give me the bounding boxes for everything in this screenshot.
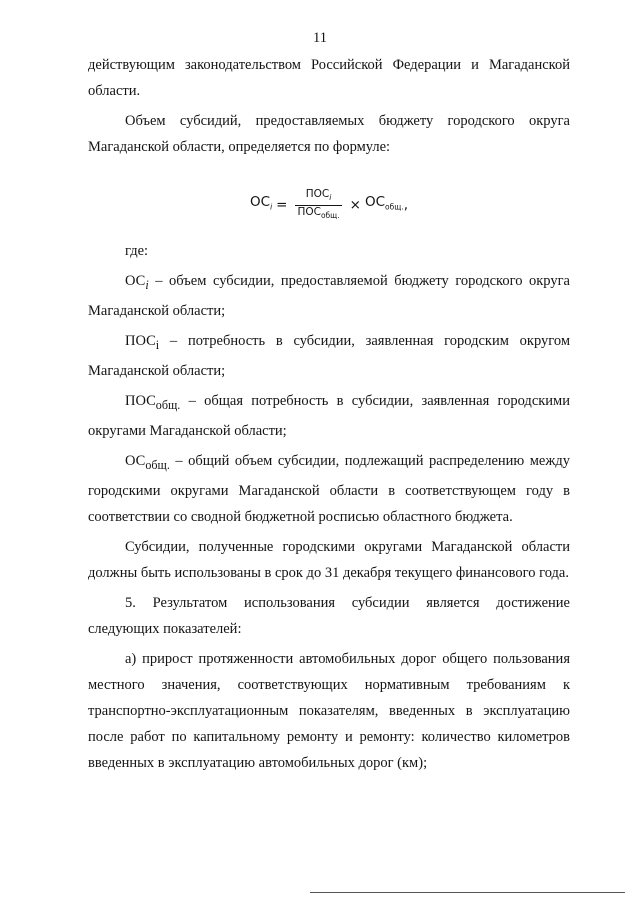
- definition-os-total: $ОС_{общ.}$ – общий объем субсидии, подлежащий распределению между городскими округами Магаданской области в соответствующем году в соответствии со сводной бюджетной росписью областного бюджета.: [88, 452, 570, 525]
- paragraph-continuation: действующим законодательством Российской Федерации и Магаданской области.: [88, 57, 570, 99]
- formula-fraction: [295, 188, 341, 221]
- formula-equals: =: [276, 197, 288, 213]
- subsidy-formula: [88, 182, 570, 228]
- paragraph-subsidy-use: Субсидии, полученные городскими округами Магаданской области должны быть использованы в срок до 31 декабря текущего финансового года.: [88, 538, 570, 581]
- paragraph-where: где:: [125, 243, 149, 259]
- definition-pos: $ПОС_i$ – потребность в субсидии, заявленная городским округом Магаданской области;: [88, 332, 570, 379]
- formula-lhs: $ОС_i$: [250, 194, 273, 212]
- definition-os: $ОС_i$ – объем субсидии, предоставляемой бюджету городского округа Магаданской области;: [88, 273, 570, 319]
- formula-times: ×: [349, 197, 361, 213]
- paragraph-formula-intro: Объем субсидий, предоставляемых бюджету городского округа Магаданской области, определяется по формуле:: [88, 113, 570, 155]
- paragraph-section-5: 5. Результатом использования субсидии является достижение следующих показателей:: [88, 594, 570, 637]
- page-number: 11: [313, 30, 327, 46]
- document-body: [88, 52, 570, 776]
- formula-rhs: $ОС_{общ.}$: [364, 194, 404, 212]
- formula-numerator: $ПОС_i$: [305, 188, 332, 203]
- formula-end: ,: [403, 197, 408, 213]
- paragraph-item-a: а) прирост протяженности автомобильных дорог общего пользования местного значения, соответствующих нормативным требованиям к транспортно-эксплуатационным показателям, введенных в эксплуатацию после работ по капитальному ремонту и ремонту: количество километров введенных в эксплуатацию автомобильных дорог (км);: [88, 650, 570, 771]
- footer-rule: [310, 892, 625, 893]
- definition-pos-total: $ПОС_{общ.}$ – общая потребность в субсидии, заявленная городскими округами Магаданской области;: [88, 392, 570, 439]
- formula-denominator: $ПОС_{общ.}$: [297, 205, 340, 220]
